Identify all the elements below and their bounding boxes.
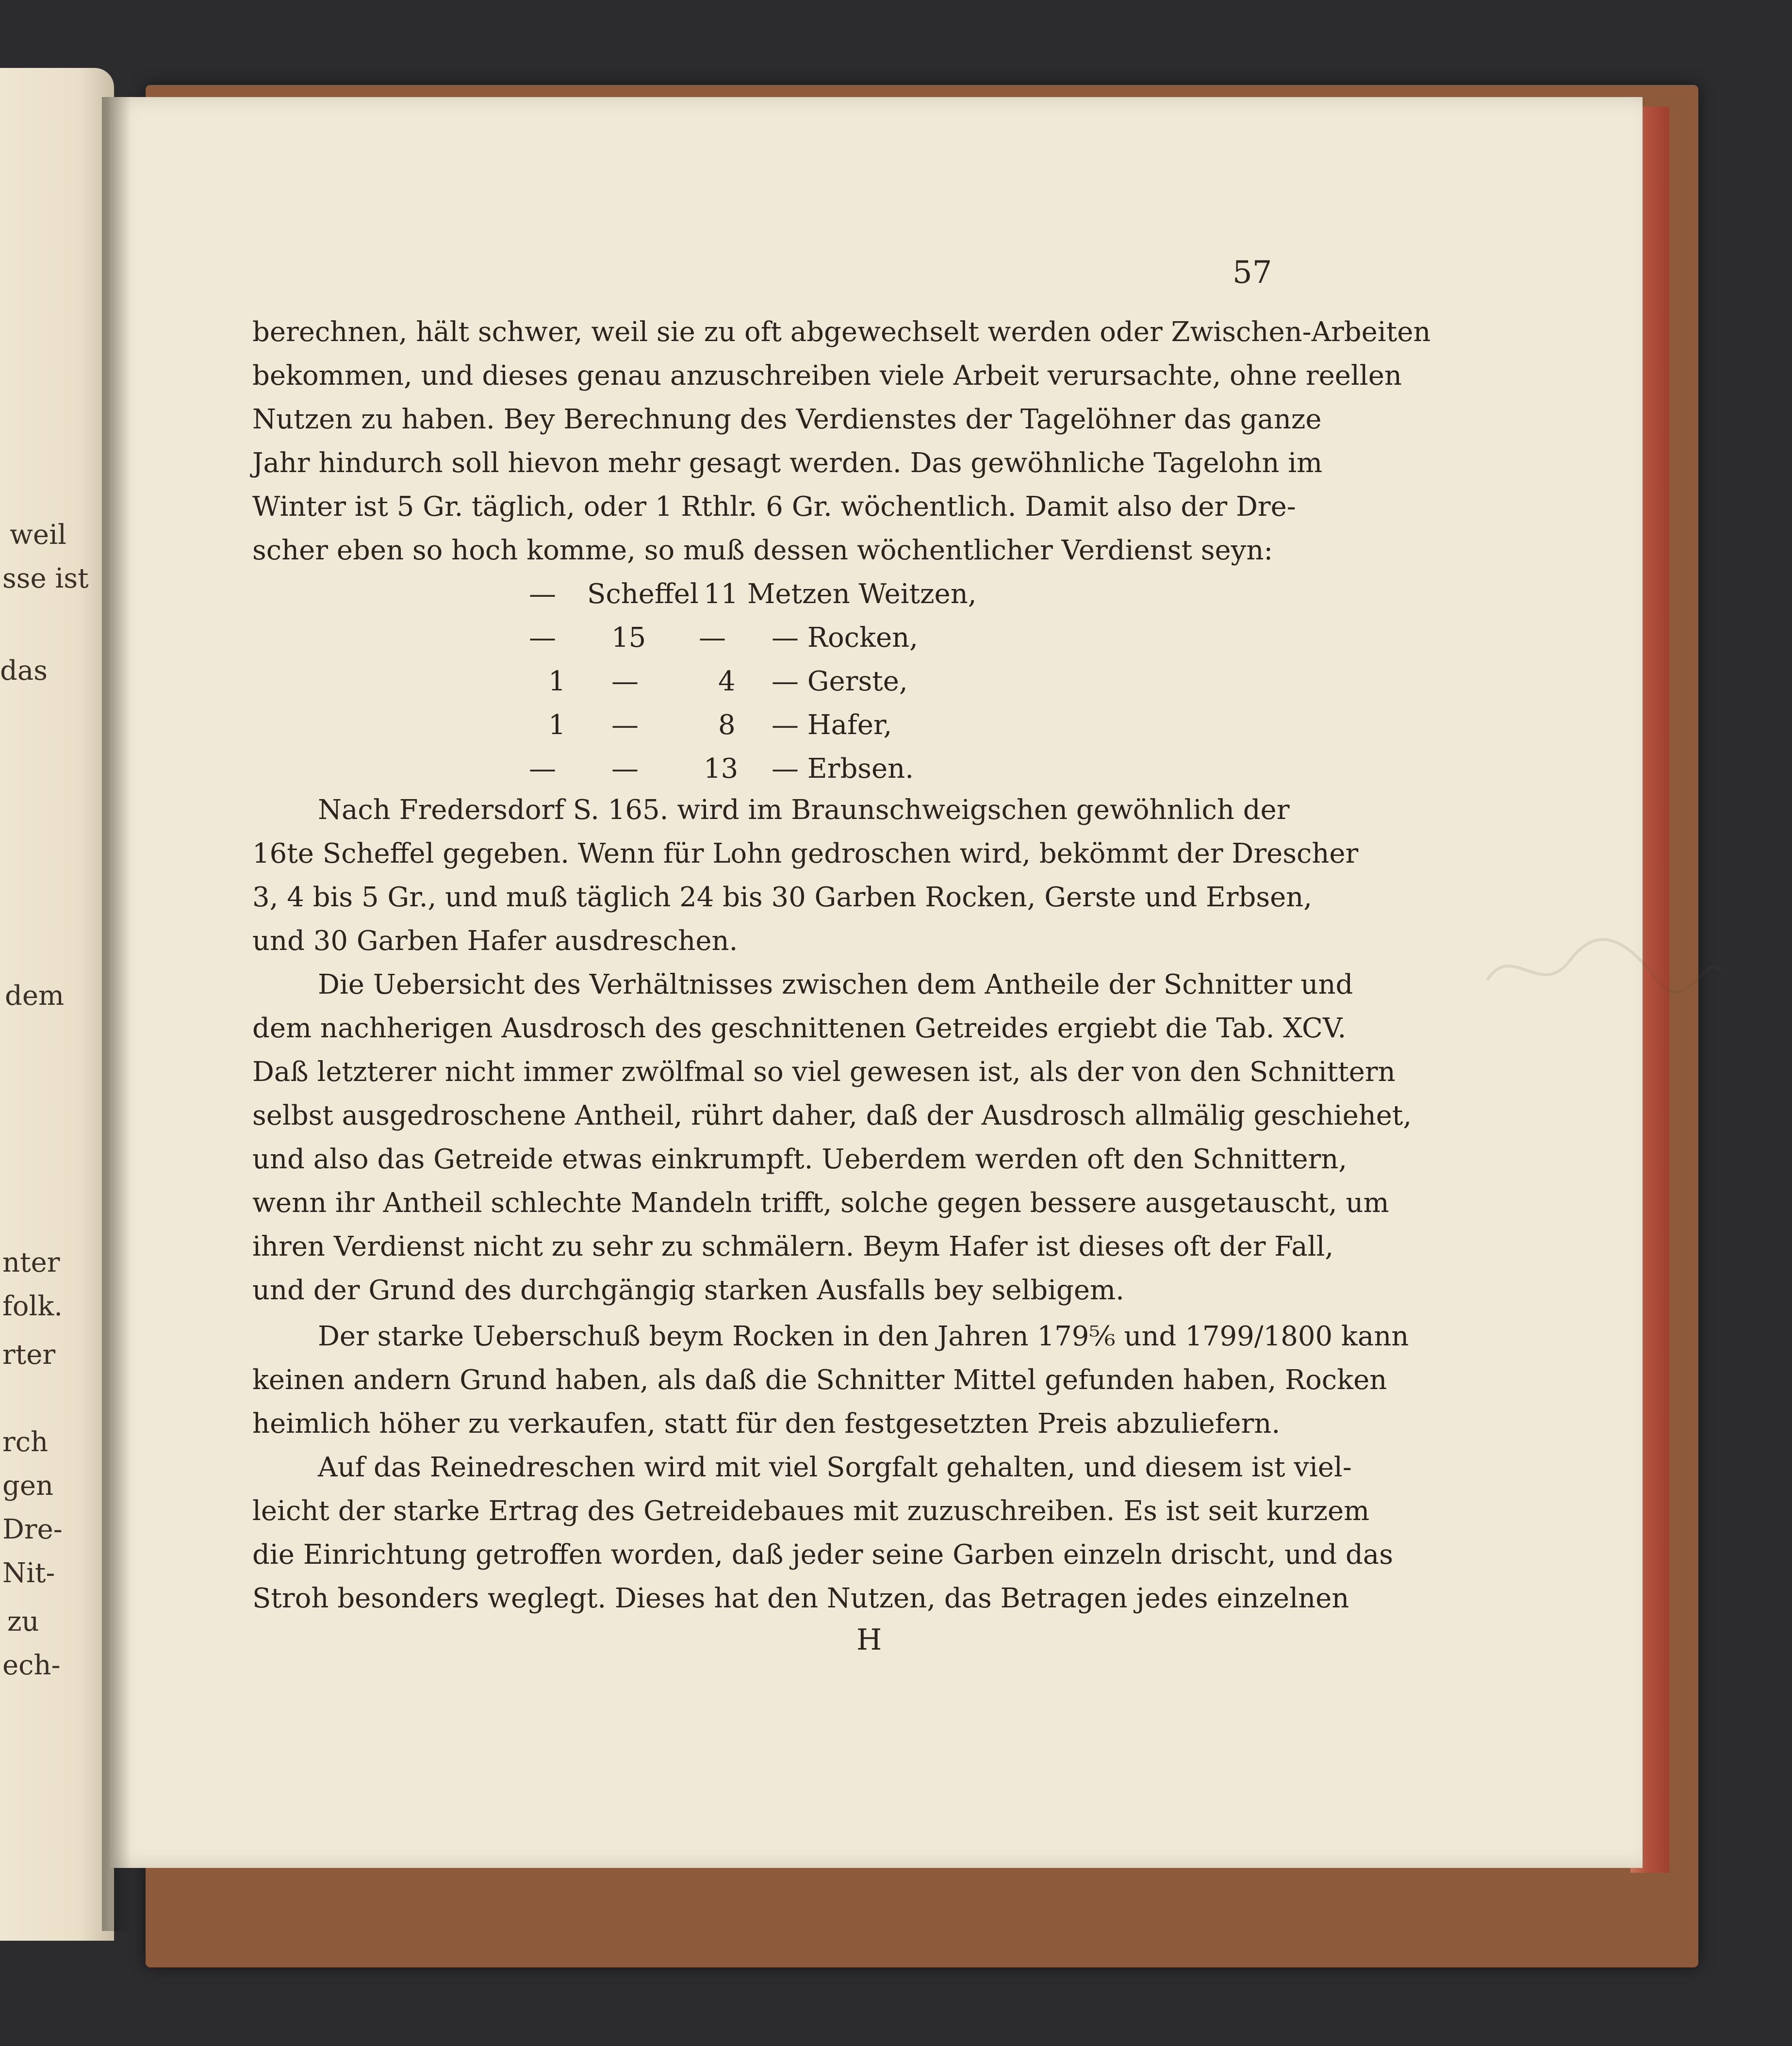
left-fragment: dem xyxy=(5,980,65,1012)
text-line: die Einrichtung getroffen worden, daß jeder seine Garben einzeln drischt, und das xyxy=(252,1539,1393,1571)
text-line: ihren Verdienst nicht zu sehr zu schmälern. Beym Hafer ist dieses oft der Fall, xyxy=(252,1231,1334,1262)
left-fragment: nter xyxy=(2,1247,60,1278)
signature-mark: H xyxy=(856,1623,882,1657)
left-fragment: gen xyxy=(2,1470,54,1502)
text-line: Nach Fredersdorf S. 165. wird im Braunschweigschen gewöhnlich der xyxy=(318,794,1290,826)
text-line: bekommen, und dieses genau anzuschreiben viele Arbeit verursachte, ohne reellen xyxy=(252,360,1402,392)
text-line: Stroh besonders weglegt. Dieses hat den Nutzen, das Betragen jedes einzelnen xyxy=(252,1583,1349,1614)
text-line: scher eben so hoch komme, so muß dessen wöchentlicher Verdienst seyn: xyxy=(252,535,1273,566)
left-fragment: Dre- xyxy=(2,1514,63,1545)
left-facing-page xyxy=(0,68,114,1941)
left-fragment: weil xyxy=(10,519,66,551)
text-line: selbst ausgedroschene Antheil, rührt daher, daß der Ausdrosch allmälig geschiehet, xyxy=(252,1100,1412,1131)
left-fragment: Nit- xyxy=(2,1557,55,1589)
left-fragment: ech- xyxy=(2,1650,61,1681)
page-number: 57 xyxy=(1233,255,1272,291)
text-line: keinen andern Grund haben, als daß die Schnitter Mittel gefunden haben, Rocken xyxy=(252,1364,1387,1396)
text-line: heimlich höher zu verkaufen, statt für den festgesetzten Preis abzuliefern. xyxy=(252,1408,1281,1440)
text-line: Auf das Reinedreschen wird mit viel Sorgfalt gehalten, und diesem ist viel- xyxy=(318,1452,1352,1483)
text-line: 3, 4 bis 5 Gr., und muß täglich 24 bis 30 Garben Rocken, Gerste und Erbsen, xyxy=(252,882,1313,913)
text-line: Nutzen zu haben. Bey Berechnung des Verdienstes der Tagelöhner das ganze xyxy=(252,404,1322,435)
left-fragment: sse ist xyxy=(2,563,89,594)
text-line: und also das Getreide etwas einkrumpft. Ueberdem werden oft den Schnittern, xyxy=(252,1144,1348,1175)
text-line: Winter ist 5 Gr. täglich, oder 1 Rthlr. 6 Gr. wöchentlich. Damit also der Dre- xyxy=(252,491,1296,523)
text-line: leicht der starke Ertrag des Getreidebaues mit zuzuschreiben. Es ist seit kurzem xyxy=(252,1495,1370,1527)
text-line: dem nachherigen Ausdrosch des geschnittenen Getreides ergiebt die Tab. XCV. xyxy=(252,1013,1347,1044)
text-line: Die Uebersicht des Verhältnisses zwischen dem Antheile der Schnitter und xyxy=(318,969,1353,1000)
text-line: 16te Scheffel gegeben. Wenn für Lohn gedroschen wird, bekömmt der Drescher xyxy=(252,838,1359,869)
text-line: und der Grund des durchgängig starken Ausfalls bey selbigem. xyxy=(252,1275,1124,1306)
text-line: Jahr hindurch soll hievon mehr gesagt werden. Das gewöhnliche Tagelohn im xyxy=(252,447,1323,479)
gutter-shadow xyxy=(102,97,131,1931)
left-fragment: zu xyxy=(7,1606,39,1637)
left-fragment: das xyxy=(0,655,48,687)
text-line: Der starke Ueberschuß beym Rocken in den Jahren 179⅚ und 1799/1800 kann xyxy=(318,1321,1409,1352)
text-line: Daß letzterer nicht immer zwölfmal so viel gewesen ist, als der von den Schnittern xyxy=(252,1056,1396,1088)
left-fragment: folk. xyxy=(2,1291,63,1322)
text-line: wenn ihr Antheil schlechte Mandeln trifft, solche gegen bessere ausgetauscht, um xyxy=(252,1187,1389,1219)
text-line: berechnen, hält schwer, weil sie zu oft abgewechselt werden oder Zwischen-Arbeiten xyxy=(252,316,1431,348)
text-line: und 30 Garben Hafer ausdreschen. xyxy=(252,925,738,957)
left-fragment: rter xyxy=(2,1339,56,1371)
left-fragment: rch xyxy=(2,1426,49,1458)
